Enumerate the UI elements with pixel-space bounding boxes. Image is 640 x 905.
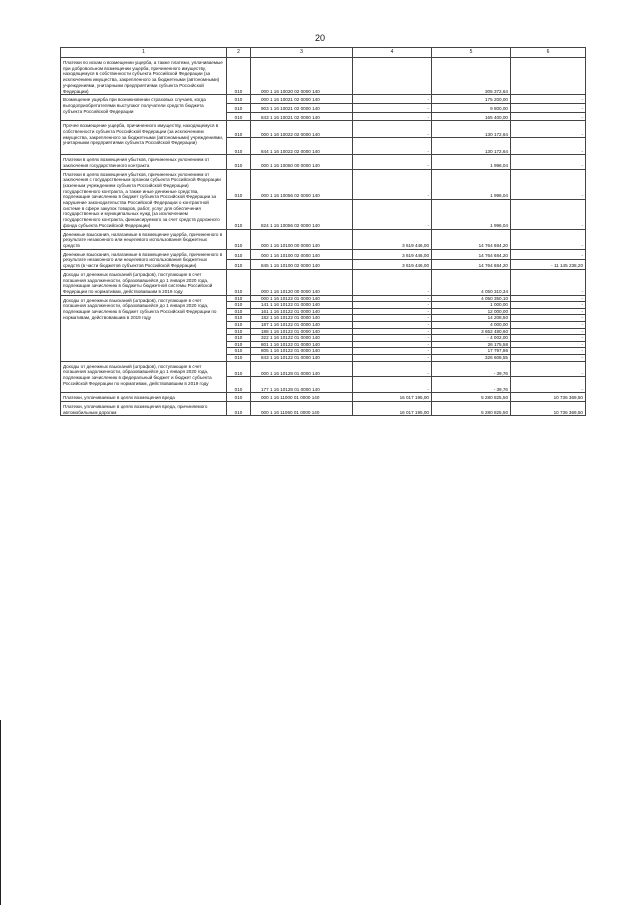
line-code: 010 [227,321,251,328]
unexecuted-amount: - [511,308,586,315]
unexecuted-amount: - [511,138,586,155]
executed-amount: 9 800,00 [432,103,511,112]
line-code: 010 [227,95,251,104]
planned-amount: - [353,348,432,355]
table-row [61,393,586,402]
unexecuted-amount: - [511,229,586,249]
line-code: 010 [227,259,251,269]
revenue-code: 843 1 16 10021 02 0000 140 [251,112,353,121]
executed-amount: 305 372,64 [432,58,511,95]
planned-amount: - [353,169,432,199]
unexecuted-amount: - [511,121,586,138]
line-code: 010 [227,249,251,259]
planned-amount: - [353,295,432,302]
table-row [61,361,586,377]
unexecuted-amount: 10 736 369,50 [511,393,586,402]
unexecuted-amount: - [511,335,586,342]
revenue-code: 000 1 16 10122 01 0000 140 [251,295,353,302]
executed-amount: - 4 002,00 [432,335,511,342]
planned-amount: 3 619 446,00 [353,249,432,259]
revenue-code: 000 1 16 11060 01 0000 140 [251,402,353,416]
executed-amount: 1 000,00 [432,302,511,309]
revenue-code: 000 1 16 10056 02 0000 140 [251,169,353,199]
line-code: 010 [227,199,251,229]
row-name: Возмещение ущерба при возникновении страховых случаев, когда выгодоприобретателями выступают получатели средств бюджета субъекта Российской Федерации [61,95,227,121]
unexecuted-amount: - [511,302,586,309]
revenue-code: 000 1 16 10022 02 0000 140 [251,121,353,138]
executed-amount: 130 172,64 [432,138,511,155]
planned-amount: - [353,112,432,121]
row-name: Платежи, уплачиваемые в целях возмещения вреда, причиняемого автомобильным дорогам [61,402,227,416]
executed-amount: 12 000,00 [432,308,511,315]
table-row [61,249,586,259]
revenue-code: 182 1 16 10122 01 0000 140 [251,315,353,322]
unexecuted-amount: - [511,155,586,169]
revenue-code: 000 1 16 10020 02 0000 140 [251,58,353,95]
line-code: 010 [227,361,251,377]
revenue-code: 161 1 16 10122 01 0000 140 [251,308,353,315]
line-code: 010 [227,138,251,155]
unexecuted-amount: - 11 145 238,20 [511,259,586,269]
table-row [61,295,586,302]
executed-amount: 26 175,58 [432,341,511,348]
executed-amount: 1 996,04 [432,155,511,169]
planned-amount: - [353,335,432,342]
line-code: 010 [227,155,251,169]
planned-amount: - [353,321,432,328]
revenue-code: 000 1 16 10128 01 0000 140 [251,361,353,377]
planned-amount: - [353,199,432,229]
unexecuted-amount: - [511,103,586,112]
row-name: Доходы от денежных взысканий (штрафов), поступающие в счет погашения задолженности, образовавшейся до 1 января 2020 года, подлежащие зачислению в бюджеты бюджетной системы Российской Федерации по нормативам, действовавшим в 2019 году [61,269,227,295]
row-name: Платежи в целях возмещения убытков, причиненных уклонением от заключения с государственным органом субъекта Российской Федерации (казенным учреждением субъекта Российской Федерации) государственного контракта, а также иные денежные средства, подлежащие зачислению в бюджет субъекта Российской Федерации за нарушение законодательства Российской Федерации о контрактной системе в сфере закупок товаров, работ, услуг для обеспечения государственных и муниципальных нужд (за исключением государственного контракта, финансируемого за счет средств дорожного фонда субъекта Российской Федерации) [61,169,227,229]
unexecuted-amount: - [511,112,586,121]
executed-amount: 3 662 480,60 [432,328,511,335]
line-code: 010 [227,354,251,361]
planned-amount: - [353,377,432,393]
planned-amount: - [353,269,432,295]
table-row [61,229,586,249]
planned-amount: - [353,302,432,309]
revenue-code: 000 1 16 10100 00 0000 140 [251,229,353,249]
unexecuted-amount: - [511,199,586,229]
planned-amount: - [353,95,432,104]
unexecuted-amount: - [511,295,586,302]
executed-amount: 4 050 350,10 [432,295,511,302]
executed-amount: 14 764 684,20 [432,249,511,259]
revenue-code: 141 1 16 10122 01 0000 140 [251,302,353,309]
executed-amount: 17 797,86 [432,348,511,355]
unexecuted-amount: - [511,354,586,361]
unexecuted-amount: - [511,341,586,348]
executed-amount: 5 280 825,50 [432,402,511,416]
planned-amount: - [353,308,432,315]
revenue-code: 903 1 16 10021 02 0000 140 [251,103,353,112]
executed-amount: 175 200,00 [432,95,511,104]
header-cell: 4 [353,48,432,58]
line-code: 010 [227,393,251,402]
table-row [61,169,586,199]
line-code: 010 [227,335,251,342]
executed-amount: 14 764 684,20 [432,259,511,269]
revenue-table [60,47,586,416]
unexecuted-amount: - [511,377,586,393]
line-code: 010 [227,169,251,199]
left-margin-mark [0,720,1,905]
revenue-code: 844 1 16 10022 02 0000 140 [251,138,353,155]
planned-amount: - [353,315,432,322]
row-name: Платежи в целях возмещения убытков, причиненных уклонением от заключения государственного контракта [61,155,227,169]
revenue-code: 843 1 16 10122 01 0000 140 [251,354,353,361]
unexecuted-amount: - [511,315,586,322]
header-cell: 3 [251,48,353,58]
planned-amount: 3 619 446,00 [353,259,432,269]
executed-amount: 326 608,55 [432,354,511,361]
line-code: 010 [227,328,251,335]
unexecuted-amount: - [511,321,586,328]
planned-amount: 16 017 195,00 [353,393,432,402]
executed-amount: 14 208,50 [432,315,511,322]
row-name: Денежные взыскания, налагаемые в возмещение ущерба, причиненного в результате незаконного или нецелевого использования бюджетных средств [61,229,227,249]
line-code: 010 [227,302,251,309]
planned-amount: - [353,155,432,169]
revenue-code: 322 1 16 10122 01 0000 140 [251,335,353,342]
line-code: 010 [227,103,251,112]
row-name: Доходы от денежных взысканий (штрафов), поступающие в счет погашения задолженности, образовавшейся до 1 января 2020 года, подлежащие зачислению в федеральный бюджет и бюджет субъекта Российской Федерации по нормативам, действовавшим в 2019 году [61,361,227,393]
table-row [61,58,586,95]
row-name: Прочее возмещение ущерба, причиненного имуществу, находящемуся в собственности субъекта Российской Федерации (за исключением имущества, закрепленного за бюджетными (автономными) учреждениями, унитарными предприятиями субъекта Российской Федерации) [61,121,227,155]
table-row [61,121,586,138]
planned-amount: - [353,354,432,361]
row-name: Доходы от денежных взысканий (штрафов), поступающие в счет погашения задолженности, образовавшейся до 1 января 2020 года, подлежащие зачислению в бюджет субъекта Российской Федерации по нормативам, действовавшим в 2019 году [61,295,227,361]
line-code: 010 [227,377,251,393]
header-cell: 2 [227,48,251,58]
planned-amount: - [353,103,432,112]
executed-amount: 14 764 684,20 [432,229,511,249]
planned-amount: 3 619 446,00 [353,229,432,249]
table-row [61,155,586,169]
revenue-code: 188 1 16 10122 01 0000 140 [251,328,353,335]
line-code: 010 [227,229,251,249]
table-row [61,402,586,416]
table-row [61,95,586,104]
planned-amount: 16 017 195,00 [353,402,432,416]
table-header-row [61,48,586,58]
planned-amount: - [353,341,432,348]
line-code: 010 [227,58,251,95]
row-name: Платежи по искам о возмещении ущерба, а также платежи, уплачиваемые при добровольном возмещении ущерба, причиненного имуществу, находящемуся в собственности субъекта Российской Федерации (за исключением имущества, закрепленного за бюджетными (автономными) учреждениями, унитарными предприятиями субъекта Российской Федерации) [61,58,227,95]
unexecuted-amount [511,58,586,95]
planned-amount: - [353,121,432,138]
unexecuted-amount: - [511,95,586,104]
unexecuted-amount: - [511,269,586,295]
unexecuted-amount: - [511,249,586,259]
revenue-code: 824 1 16 10056 02 0000 140 [251,199,353,229]
revenue-code: 801 1 16 10122 01 0000 140 [251,341,353,348]
revenue-code: 000 1 16 10021 02 0000 140 [251,95,353,104]
planned-amount: - [353,138,432,155]
executed-amount: 1 996,04 [432,169,511,199]
revenue-code: 177 1 16 10128 01 0000 140 [251,377,353,393]
row-name: Денежные взыскания, налагаемые в возмещение ущерба, причиненного в результате незаконного или нецелевого использования бюджетных средств (в части бюджетов субъектов Российской Федерации) [61,249,227,269]
revenue-code: 000 1 16 10050 00 0000 140 [251,155,353,169]
header-cell: 1 [61,48,227,58]
line-code: 010 [227,308,251,315]
line-code: 010 [227,121,251,138]
executed-amount: 130 172,64 [432,121,511,138]
unexecuted-amount: - [511,328,586,335]
line-code: 010 [227,315,251,322]
revenue-code: 000 1 16 10100 02 0000 140 [251,249,353,259]
revenue-code: 805 1 16 10122 01 0000 140 [251,348,353,355]
executed-amount: 4 050 310,34 [432,269,511,295]
revenue-code: 000 1 16 11000 01 0000 140 [251,393,353,402]
line-code: 010 [227,269,251,295]
revenue-code: 845 1 16 10100 02 0000 140 [251,259,353,269]
row-name: Платежи, уплачиваемые в целях возмещения вреда [61,393,227,402]
line-code: 010 [227,402,251,416]
page-number: 20 [314,33,325,43]
revenue-code: 187 1 16 10122 01 0000 140 [251,321,353,328]
executed-amount: 1 996,04 [432,199,511,229]
line-code: 010 [227,112,251,121]
revenue-code: 000 1 16 10120 00 0000 140 [251,269,353,295]
executed-amount: 5 280 825,50 [432,393,511,402]
unexecuted-amount: - [511,169,586,199]
header-cell: 6 [511,48,586,58]
table-row [61,269,586,295]
planned-amount: - [353,328,432,335]
executed-amount: 4 000,00 [432,321,511,328]
line-code: 010 [227,341,251,348]
unexecuted-amount: 10 736 369,50 [511,402,586,416]
unexecuted-amount: - [511,348,586,355]
line-code: 010 [227,295,251,302]
line-code: 010 [227,348,251,355]
executed-amount: 165 400,00 [432,112,511,121]
header-cell: 5 [432,48,511,58]
planned-amount [353,58,432,95]
unexecuted-amount: - [511,361,586,377]
executed-amount: - 39,76 [432,361,511,377]
planned-amount: - [353,361,432,377]
executed-amount: - 39,76 [432,377,511,393]
